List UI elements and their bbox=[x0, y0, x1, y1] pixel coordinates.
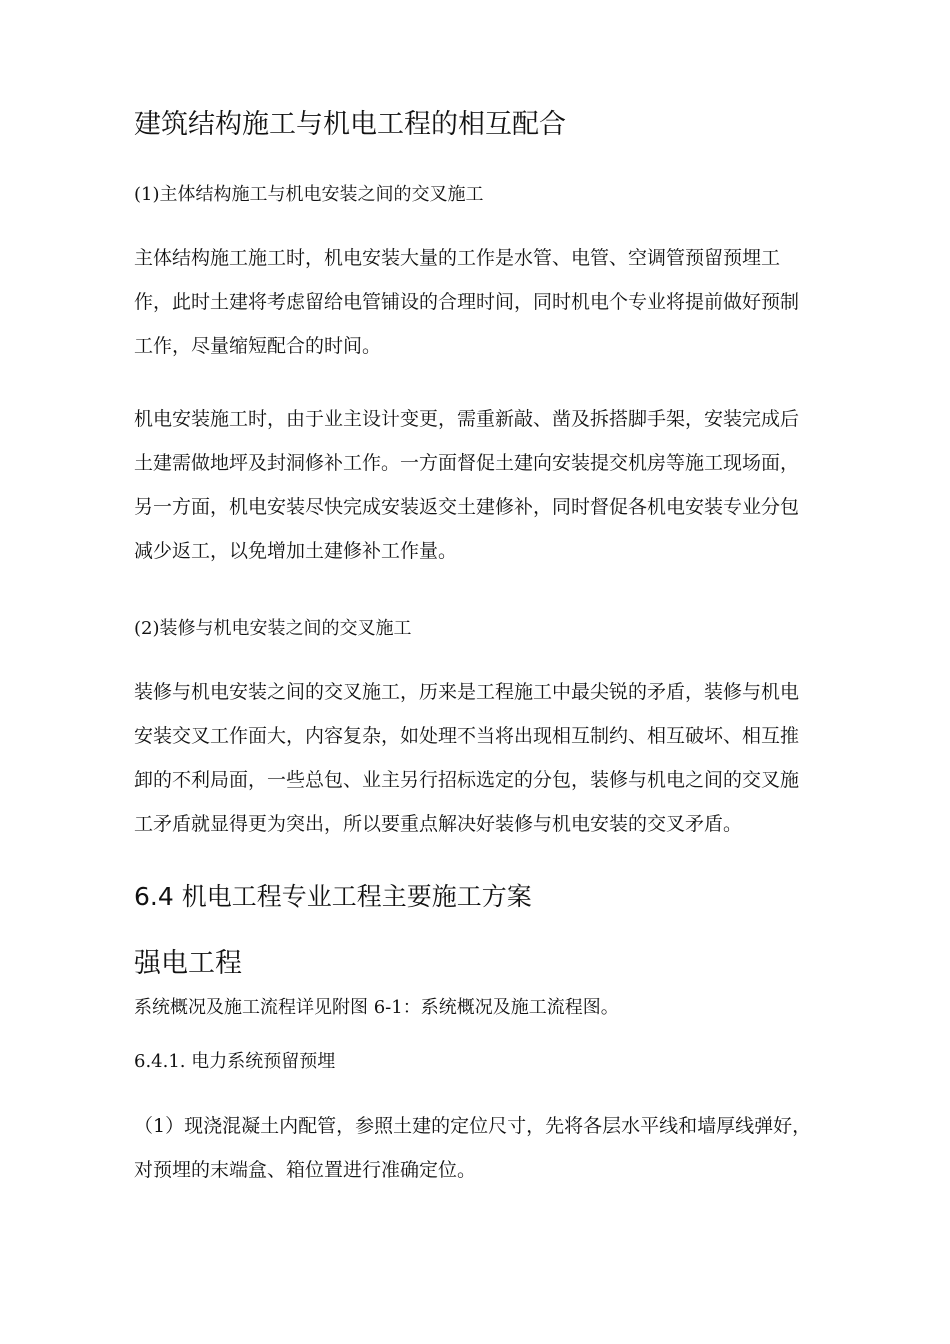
overview-text: 系统概况及施工流程详见附图 6-1：系统概况及施工流程图。 bbox=[134, 997, 619, 1018]
paragraph-3-line: 卸的不利局面，一些总包、业主另行招标选定的分包，装修与机电之间的交叉施 bbox=[134, 769, 800, 791]
item-heading: 6.4.1. 电力系统预留预埋 bbox=[134, 1051, 336, 1072]
paragraph-3-line: 工矛盾就显得更为突出，所以要重点解决好装修与机电安装的交叉矛盾。 bbox=[134, 813, 743, 835]
paragraph-2 bbox=[134, 397, 894, 573]
paragraph-3-line: 安装交叉工作面大，内容复杂，如处理不当将出现相互制约、相互破坏、相互推 bbox=[134, 725, 800, 747]
paragraph-2-line: 土建需做地坪及封洞修补工作。一方面督促土建向安装提交机房等施工现场面， bbox=[134, 452, 800, 474]
paragraph-1-line: 作，此时土建将考虑留给电管铺设的合理时间，同时机电个专业将提前做好预制 bbox=[134, 291, 800, 313]
paragraph-1 bbox=[134, 236, 894, 368]
paragraph-3 bbox=[134, 670, 894, 846]
paragraph-2-line: 另一方面，机电安装尽快完成安装返交土建修补，同时督促各机电安装专业分包 bbox=[134, 496, 800, 518]
paragraph-2-line: 机电安装施工时，由于业主设计变更，需重新敲、凿及拆搭脚手架，安装完成后 bbox=[134, 408, 800, 430]
paragraph-4 bbox=[134, 1104, 894, 1192]
paragraph-2-line: 减少返工，以免增加土建修补工作量。 bbox=[134, 540, 458, 562]
paragraph-4-line: 对预埋的末端盒、箱位置进行准确定位。 bbox=[134, 1159, 477, 1181]
document-title: 建筑结构施工与机电工程的相互配合 bbox=[134, 109, 566, 140]
paragraph-1-line: 主体结构施工施工时，机电安装大量的工作是水管、电管、空调管预留预埋工 bbox=[134, 247, 781, 269]
section-heading: 6.4 机电工程专业工程主要施工方案 bbox=[134, 882, 532, 911]
paragraph-3-line: 装修与机电安装之间的交叉施工，历来是工程施工中最尖锐的矛盾，装修与机电 bbox=[134, 681, 800, 703]
subheading-2: (2)装修与机电安装之间的交叉施工 bbox=[134, 618, 412, 639]
paragraph-1-line: 工作，尽量缩短配合的时间。 bbox=[134, 335, 382, 357]
subheading-1: (1)主体结构施工与机电安装之间的交叉施工 bbox=[134, 184, 484, 205]
subsection-heading: 强电工程 bbox=[134, 948, 242, 979]
paragraph-4-line: （1）现浇混凝土内配管，参照土建的定位尺寸，先将各层水平线和墙厚线弹好， bbox=[134, 1115, 812, 1137]
